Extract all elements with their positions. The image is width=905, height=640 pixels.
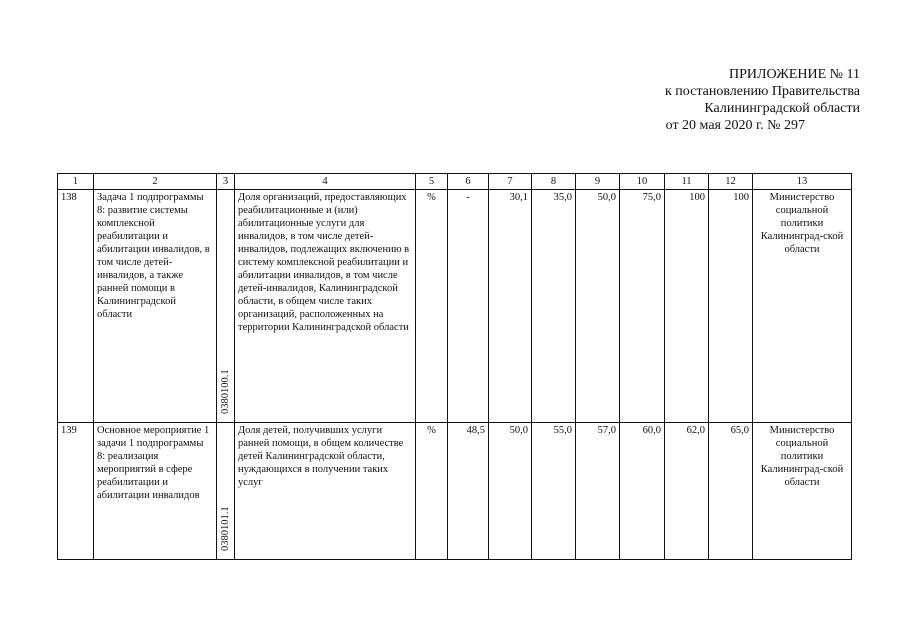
column-header: 10 <box>620 174 665 190</box>
indicator-cell: Доля детей, получивших услуги ранней помощи, в общем количестве детей Калининградской области, нуждающихся в получении таких услуг <box>235 423 416 560</box>
appendix-title: ПРИЛОЖЕНИЕ № 11 <box>729 67 860 82</box>
column-header: 3 <box>217 174 235 190</box>
indicator-cell: Доля организаций, предоставляющих реабилитационные и (или) абилитационные услуги для инвалидов, в том числе детей-инвалидов, подлежащих включению в систему комплексной реабилитации и абилитации инвалидов, в том числе детей-инвалидов, Калининградской области, в общем числе таких организаций, расположенных на территории Калининградской области <box>235 190 416 423</box>
unit-cell: % <box>416 423 448 560</box>
column-header: 2 <box>94 174 217 190</box>
task-cell: Основное мероприятие 1 задачи 1 подпрограммы 8: реализация мероприятий в сфере реабилитации и абилитации инвалидов <box>94 423 217 560</box>
appendix-date: от 20 мая 2020 г. № 297 <box>665 118 805 133</box>
table-row <box>58 423 852 560</box>
table-row <box>58 190 852 423</box>
appendix-decree: к постановлению Правительства <box>664 84 860 99</box>
appendix-header <box>560 66 860 134</box>
budget-code: 0380101.1 <box>219 506 231 551</box>
value-cell-7: 30,1 <box>489 190 532 423</box>
value-cell-9: 50,0 <box>576 190 620 423</box>
value-cell-8: 55,0 <box>532 423 576 560</box>
value-cell-11: 100 <box>665 190 709 423</box>
code-cell <box>217 423 235 560</box>
value-cell-6: 48,5 <box>448 423 489 560</box>
value-cell-6: - <box>448 190 489 423</box>
code-cell <box>217 190 235 423</box>
value-cell-7: 50,0 <box>489 423 532 560</box>
value-cell-10: 60,0 <box>620 423 665 560</box>
value-cell-10: 75,0 <box>620 190 665 423</box>
appendix-region: Калининградской области <box>704 101 860 116</box>
indicators-table <box>57 173 852 560</box>
value-cell-11: 62,0 <box>665 423 709 560</box>
value-cell-8: 35,0 <box>532 190 576 423</box>
column-header: 5 <box>416 174 448 190</box>
budget-code: 0380100.1 <box>219 369 231 414</box>
row-number: 138 <box>58 190 94 423</box>
task-cell: Задача 1 подпрограммы 8: развитие системы комплексной реабилитации и абилитации инвалидов, в том числе детей-инвалидов, а также ранней помощи в Калининградской области <box>94 190 217 423</box>
column-header: 12 <box>709 174 753 190</box>
value-cell-12: 65,0 <box>709 423 753 560</box>
column-header: 6 <box>448 174 489 190</box>
value-cell-9: 57,0 <box>576 423 620 560</box>
ministry-cell: Министерство социальной политики Калининград-ской области <box>753 190 852 423</box>
unit-cell: % <box>416 190 448 423</box>
column-header: 11 <box>665 174 709 190</box>
column-header: 1 <box>58 174 94 190</box>
column-header: 7 <box>489 174 532 190</box>
table-header-row <box>58 174 852 190</box>
column-header: 13 <box>753 174 852 190</box>
column-header: 8 <box>532 174 576 190</box>
value-cell-12: 100 <box>709 190 753 423</box>
ministry-cell: Министерство социальной политики Калининград-ской области <box>753 423 852 560</box>
column-header: 4 <box>235 174 416 190</box>
column-header: 9 <box>576 174 620 190</box>
row-number: 139 <box>58 423 94 560</box>
